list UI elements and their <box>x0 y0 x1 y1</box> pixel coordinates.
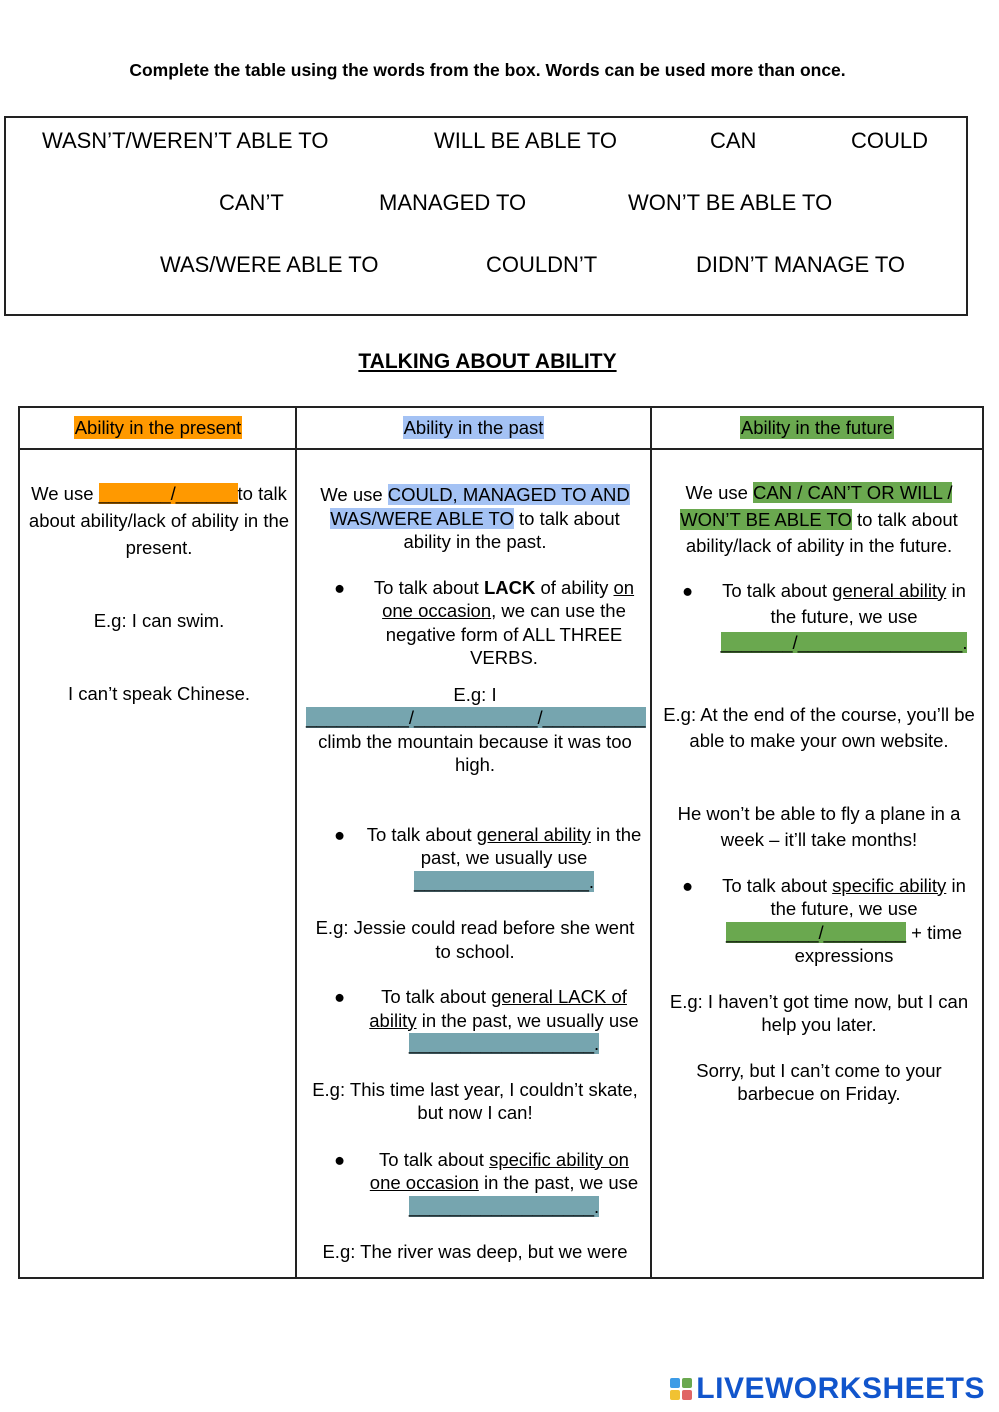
future-bullet-specific-ability: ● To talk about specific ability in the future, we use _________/________ + time expressions <box>682 874 966 966</box>
column-divider <box>650 408 652 1277</box>
header-future-label: Ability in the future <box>740 417 894 438</box>
future-bullet-general-ability: ● To talk about general ability in the future, we use _______/________________. <box>682 579 968 653</box>
past-specific-ability-blank[interactable]: __________________. <box>408 1195 600 1217</box>
header-past-label: Ability in the past <box>403 417 544 438</box>
future-example-3: E.g: I haven’t got time now, but I can help you later. <box>669 990 969 1035</box>
column-divider <box>295 408 297 1277</box>
liveworksheets-logo <box>670 1372 985 1406</box>
bullet-icon: ● <box>682 874 694 896</box>
word-box <box>4 116 968 316</box>
future-example-1: E.g: At the end of the course, you’ll be able to make your own website. <box>663 703 975 751</box>
word-was-were-able-to: WAS/WERE ABLE TO <box>160 252 379 277</box>
word-couldnt: COULDN’T <box>486 252 598 277</box>
bullet-icon: ● <box>334 1148 346 1170</box>
word-could: COULD <box>851 128 929 153</box>
bullet-icon: ● <box>334 576 346 598</box>
future-highlight: CAN / CAN’T OR WILL / WON’T BE ABLE TO <box>680 482 953 530</box>
future-general-ability-blank[interactable]: _______/________________. <box>720 631 968 653</box>
future-cell <box>660 480 978 1106</box>
past-cell <box>306 483 644 1264</box>
word-wasnt-werent-able-to: WASN’T/WEREN’T ABLE TO <box>42 128 329 153</box>
past-bullet-specific-ability: ● To talk about specific ability on one occasion in the past, we use __________________. <box>334 1148 639 1217</box>
logo-icon <box>670 1378 692 1400</box>
present-example-1: E.g: I can swim. <box>93 610 225 631</box>
header-future <box>652 417 982 439</box>
header-present <box>20 417 296 439</box>
header-divider <box>20 448 982 450</box>
past-bullet-general-ability: ● To talk about general ability in the past, we usually use _________________. <box>334 823 642 892</box>
word-managed-to: MANAGED TO <box>379 190 527 215</box>
future-example-2: He won’t be able to fly a plane in a week – it’ll take months! <box>677 802 961 850</box>
past-example-1: E.g: I __________/____________/__________ climb the mountain because it was too high. <box>306 683 646 775</box>
past-general-lack-blank[interactable]: __________________. <box>408 1033 600 1054</box>
future-intro: We use CAN / CAN’T OR WILL / WON’T BE ABLE TO to talk about ability/lack of ability in the future. <box>680 482 958 556</box>
present-example-2: I can’t speak Chinese. <box>67 683 251 704</box>
past-intro: We use COULD, MANAGED TO AND WAS/WERE ABLE TO to talk about ability in the past. <box>320 484 630 552</box>
word-wont-be-able-to: WON’T BE ABLE TO <box>628 190 833 215</box>
bullet-icon: ● <box>334 823 346 845</box>
header-present-label: Ability in the present <box>74 417 242 438</box>
past-example-4: E.g: The river was deep, but we were <box>322 1241 628 1262</box>
word-can: CAN <box>710 128 757 153</box>
word-will-be-able-to: WILL BE ABLE TO <box>434 128 618 153</box>
present-blank[interactable]: _______/______ <box>98 483 238 504</box>
past-highlight: COULD, MANAGED TO AND WAS/WERE ABLE TO <box>330 484 630 529</box>
bullet-icon: ● <box>334 986 346 1007</box>
header-past <box>297 417 650 439</box>
logo-text: LIVEWORKSHEETS <box>696 1372 985 1405</box>
word-cant: CAN’T <box>219 190 284 215</box>
instruction-text: Complete the table using the words from the box. Words can be used more than once. <box>129 60 846 80</box>
future-specific-ability-blank[interactable]: _________/________ <box>725 921 906 943</box>
past-bullet-lack-one-occasion: ● To talk about LACK of ability on one occasion, we can use the negative form of ALL THREE VERBS. <box>334 576 635 668</box>
page-title: TALKING ABOUT ABILITY <box>358 350 617 373</box>
future-example-4: Sorry, but I can’t come to your barbecue on Friday. <box>696 1059 942 1104</box>
bullet-icon: ● <box>682 579 694 601</box>
present-cell <box>28 480 290 707</box>
word-didnt-manage-to: DIDN’T MANAGE TO <box>696 252 906 277</box>
past-bullet-general-lack: ● To talk about general LACK of ability in the past, we usually use __________________. <box>334 986 639 1054</box>
past-general-ability-blank[interactable]: _________________. <box>413 870 595 892</box>
past-example-3: E.g: This time last year, I couldn’t skate, but now I can! <box>312 1078 638 1123</box>
past-example-2: E.g: Jessie could read before she went to school. <box>315 917 635 962</box>
ability-table <box>18 406 984 1279</box>
past-example-1-blank[interactable]: __________/____________/__________ <box>306 707 646 728</box>
present-intro: We use _______/______to talk about ability/lack of ability in the present. <box>28 483 290 558</box>
